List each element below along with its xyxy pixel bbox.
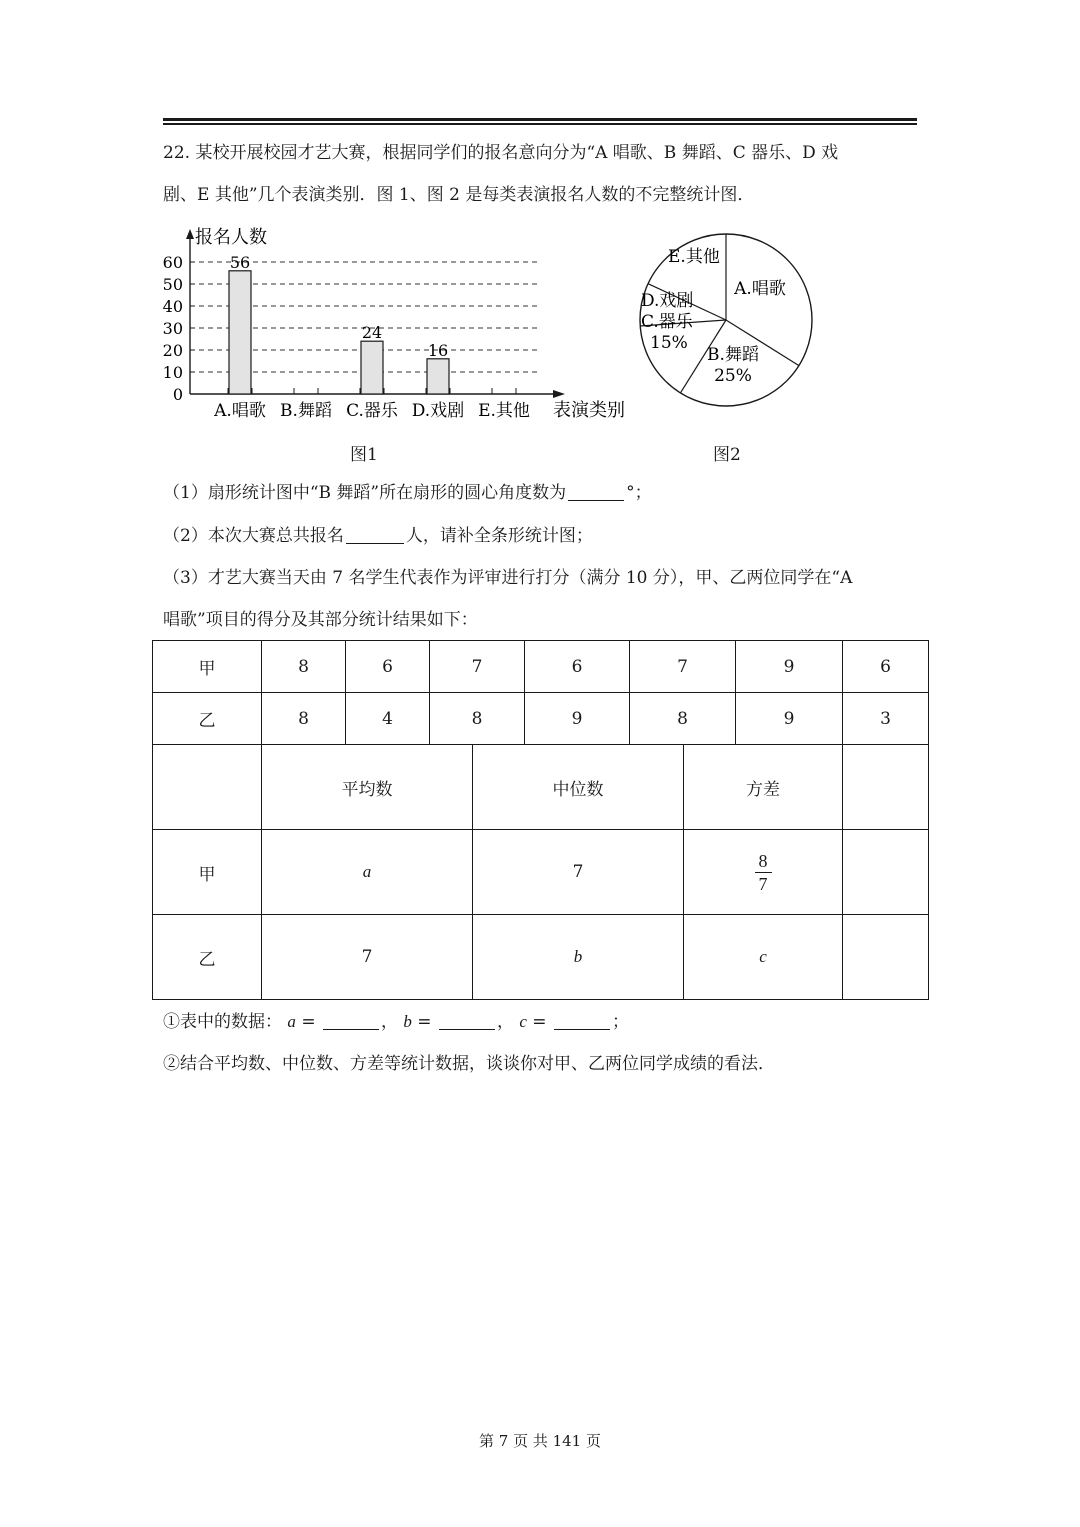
header-rule-bottom [163,123,917,125]
comma: ， [496,1012,514,1032]
fraction-denominator: 7 [758,873,768,894]
score-cell: 7 [630,641,736,693]
bar [427,359,449,394]
x-tick-label: E.其他 [478,401,530,421]
pie-slice-percent: 25% [714,366,752,386]
equals-sign: = [532,1012,547,1032]
yi-variance: c [684,915,843,1000]
y-tick-label: 10 [162,363,183,382]
row-label-yi: 乙 [153,693,262,745]
empty-cell [843,745,929,830]
bar-chart [155,225,635,425]
pie-slice-label: D.戏剧 [641,291,694,311]
x-axis-arrow [553,390,565,398]
part1-suffix: °； [626,483,652,503]
x-tick-label: B.舞蹈 [280,401,332,421]
table-row-yi-stats [153,915,929,1000]
variance-fraction [755,850,772,895]
part2-prefix: （2）本次大赛总共报名 [163,526,344,546]
yi-mean: 7 [262,915,473,1000]
score-cell: 9 [736,641,843,693]
figure-2-caption: 图2 [713,445,741,465]
bar [229,271,251,394]
table-row-stat-headers [153,745,929,830]
total-answer-blank[interactable] [346,527,404,544]
sub-question-2: ②结合平均数、中位数、方差等统计数据，谈谈你对甲、乙两位同学成绩的看法． [163,1054,775,1074]
pie-slice-percent: 15% [650,333,688,353]
row-label-yi: 乙 [153,915,262,1000]
x-tick-label: C.器乐 [346,401,398,421]
score-cell: 7 [430,641,525,693]
score-cell: 8 [430,693,525,745]
table-row-jia-scores [153,641,929,693]
sub1-prefix: ①表中的数据： [163,1012,282,1032]
pie-slice-label: B.舞蹈 [707,345,759,365]
header-variance: 方差 [684,745,843,830]
header-rule-top [163,118,917,121]
score-cell: 8 [630,693,736,745]
row-label-jia: 甲 [153,641,262,693]
page-footer: 第 7 页 共 141 页 [478,1432,601,1450]
sub-question-1 [163,1013,629,1031]
jia-variance [684,830,843,915]
answer-blank-a[interactable] [323,1013,379,1030]
part2-suffix: 人，请补全条形统计图； [405,526,593,546]
score-table [152,640,929,1000]
equals-sign: = [417,1012,432,1032]
part1-prefix: （1）扇形统计图中“B 舞蹈”所在扇形的圆心角度数为 [163,483,567,503]
y-tick-label: 50 [162,275,183,294]
y-tick-label: 40 [162,297,183,316]
score-cell: 3 [843,693,929,745]
y-axis-arrow [186,229,194,239]
empty-cell [153,745,262,830]
row-label-jia: 甲 [153,830,262,915]
y-axis-label: 报名人数 [195,227,267,248]
yi-median: b [473,915,684,1000]
fraction-numerator: 8 [755,850,772,873]
figure-1-caption: 图1 [350,445,378,465]
score-cell: 4 [346,693,430,745]
x-tick-label: A.唱歌 [214,401,266,421]
comma: ， [380,1012,398,1032]
semicolon: ； [611,1012,629,1032]
pie-chart [626,220,826,420]
answer-blank-b[interactable] [439,1013,495,1030]
question-line-1: 22. 某校开展校园才艺大赛，根据同学们的报名意向分为“A 唱歌、B 舞蹈、C 器乐、D 戏 [163,143,839,163]
part3-line-2: 唱歌”项目的得分及其部分统计结果如下： [163,610,478,630]
x-tick-label: D.戏剧 [411,401,465,421]
data-label: 56 [229,252,251,272]
score-cell: 6 [346,641,430,693]
var-a: a [287,1012,296,1031]
y-tick-label: 30 [162,319,183,338]
header-median: 中位数 [473,745,684,830]
y-tick-label: 20 [162,341,183,360]
y-tick-label: 60 [162,253,183,272]
score-cell: 6 [525,641,630,693]
score-cell: 8 [262,641,346,693]
score-cell: 6 [843,641,929,693]
data-label: 24 [361,323,383,343]
score-cell: 8 [262,693,346,745]
pie-slice-label: E.其他 [668,247,720,267]
jia-median: 7 [473,830,684,915]
bar [361,341,383,394]
pie-slice-label: A.唱歌 [734,279,786,299]
var-b: b [403,1012,412,1031]
score-cell: 9 [525,693,630,745]
data-label: 16 [427,340,449,360]
part3-line-1: （3）才艺大赛当天由 7 名学生代表作为评审进行打分（满分 10 分），甲、乙两位同学在“A [163,568,853,588]
var-c: c [519,1012,527,1031]
y-tick-label: 0 [172,385,183,404]
table-row-jia-stats [153,830,929,915]
angle-answer-blank[interactable] [568,484,624,501]
empty-cell [843,915,929,1000]
x-axis-label: 表演类别 [553,400,625,421]
table-row-yi-scores [153,693,929,745]
answer-blank-c[interactable] [554,1013,610,1030]
question-line-2: 剧、E 其他”几个表演类别．图 1、图 2 是每类表演报名人数的不完整统计图． [163,185,755,205]
equals-sign: = [301,1012,316,1032]
part2-text [163,527,593,545]
header-mean: 平均数 [262,745,473,830]
score-cell: 9 [736,693,843,745]
jia-mean: a [262,830,473,915]
empty-cell [843,830,929,915]
part1-text [163,484,652,502]
pie-slice-label: C.器乐 [641,312,693,332]
